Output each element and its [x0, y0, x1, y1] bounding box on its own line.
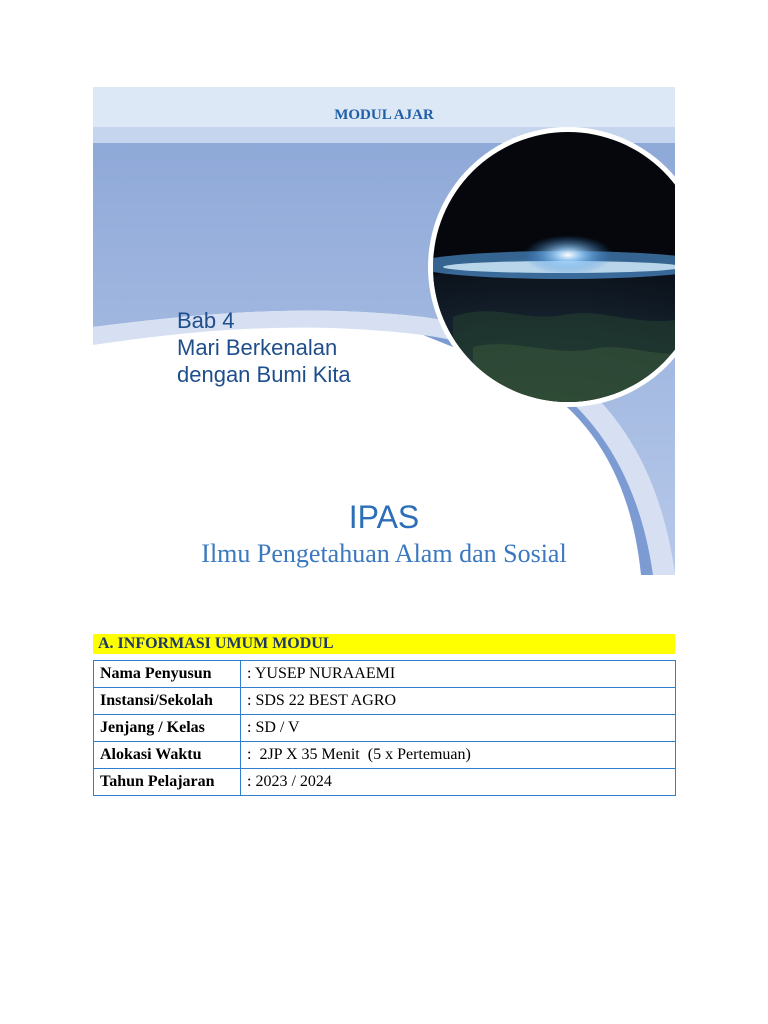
- row-label: Nama Penyusun: [94, 661, 241, 688]
- table-row: [94, 661, 676, 688]
- table-row: [94, 688, 676, 715]
- chapter-number: Bab 4: [177, 308, 235, 333]
- chapter-title-line-1: Mari Berkenalan: [177, 335, 338, 360]
- table-row: [94, 769, 676, 796]
- subject-code: IPAS: [348, 499, 420, 535]
- chapter-title: [177, 307, 351, 388]
- row-value: : SD / V: [241, 715, 676, 742]
- row-value: : YUSEP NURAAEMI: [241, 661, 676, 688]
- row-label: Alokasi Waktu: [94, 742, 241, 769]
- row-label: Instansi/Sekolah: [94, 688, 241, 715]
- section-heading: A. INFORMASI UMUM MODUL: [93, 634, 675, 654]
- chapter-title-line-2: dengan Bumi Kita: [177, 362, 351, 387]
- row-label: Jenjang / Kelas: [94, 715, 241, 742]
- row-label: Tahun Pelajaran: [94, 769, 241, 796]
- cover-illustration: [93, 87, 675, 575]
- table-row: [94, 715, 676, 742]
- subject-full-name: Ilmu Pengetahuan Alam dan Sosial: [201, 539, 567, 568]
- table-row: [94, 742, 676, 769]
- row-value: : 2023 / 2024: [241, 769, 676, 796]
- cover-label: MODUL AJAR: [334, 107, 434, 123]
- general-info-table: [93, 660, 676, 796]
- row-value: : SDS 22 BEST AGRO: [241, 688, 676, 715]
- row-value: : 2JP X 35 Menit (5 x Pertemuan): [241, 742, 676, 769]
